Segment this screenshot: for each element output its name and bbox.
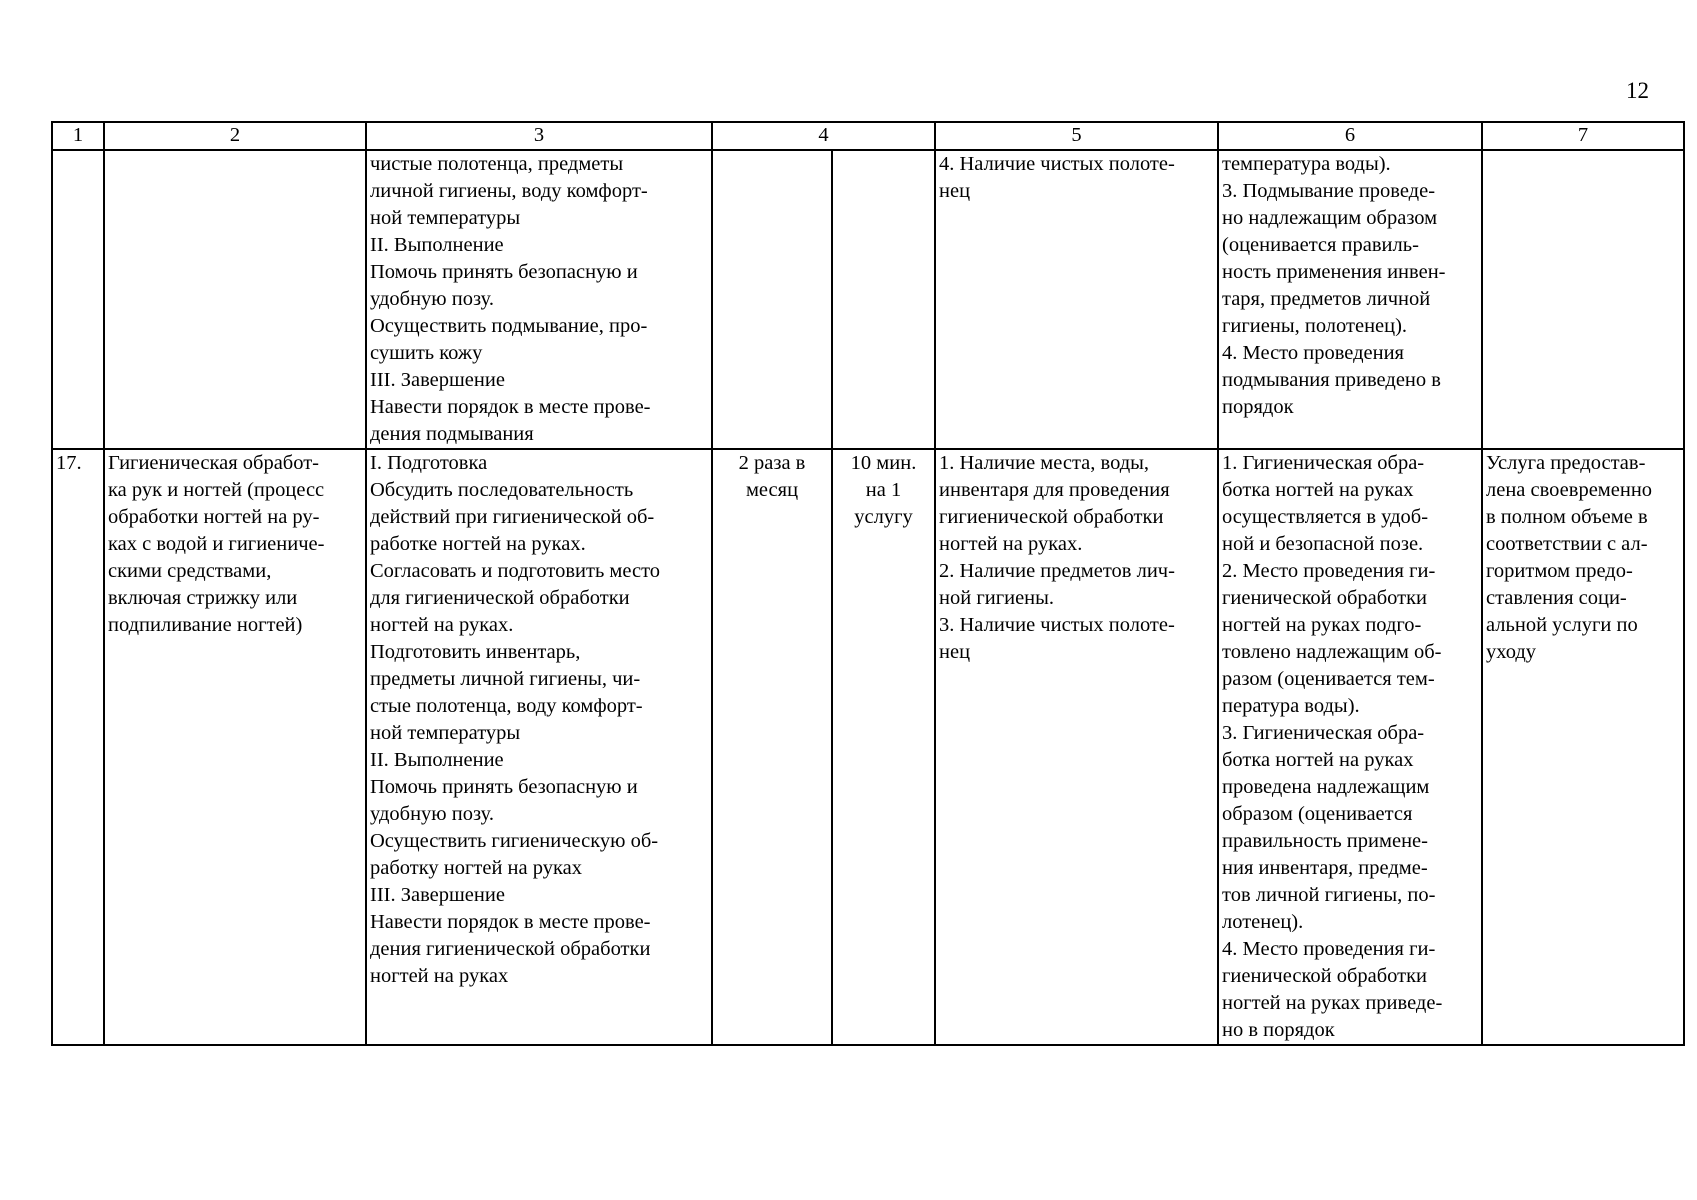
column-header: 3 [366,122,712,150]
column-header: 6 [1218,122,1482,150]
page-number: 12 [1626,78,1649,103]
service-conditions-cell: 1. Наличие места, воды, инвентаря для проведения гигиенической обработки ногтей на руках. 2. Наличие предметов лич- ной гигиены. 3. Наличие чистых полоте- нец [935,449,1218,1045]
service-time-cell [832,150,935,449]
row-number-cell: 17. [52,449,104,1045]
service-name-cell: Гигиеническая обработ- ка рук и ногтей (процесс обработки ногтей на ру- ках с водой и гигиениче- скими средствами, включая стрижку или подпиливание ногтей) [104,449,366,1045]
row-number-cell [52,150,104,449]
service-time-cell: 10 мин. на 1 услугу [832,449,935,1045]
table-header-row [52,122,1684,150]
column-header: 4 [712,122,935,150]
quality-criteria-cell: температура воды). 3. Подмывание проведе- но надлежащим образом (оценивается правиль- ность применения инвен- таря, предметов личной гигиены, полотенец). 4. Место проведения подмывания приведено в порядок [1218,150,1482,449]
service-standards-table [51,121,1685,1046]
service-conditions-cell: 4. Наличие чистых полоте- нец [935,150,1218,449]
service-result-cell [1482,150,1684,449]
service-result-cell: Услуга предостав- лена своевременно в полном объеме в соответствии с ал- горитмом предо- ставления соци- альной услуги по уходу [1482,449,1684,1045]
quality-criteria-cell: 1. Гигиеническая обра- ботка ногтей на руках осуществляется в удоб- ной и безопасной позе. 2. Место проведения ги- гиенической обработки ногтей на руках подго- товлено надлежащим об- разом (оценивается тем- пература воды). 3. Гигиеническая обра- ботка ногтей на руках проведена надлежащим образом (оценивается правильность примене- ния инвентаря, предме- тов личной гигиены, по- лотенец). 4. Место проведения ги- гиенической обработки ногтей на руках приведе- но в порядок [1218,449,1482,1045]
service-name-cell [104,150,366,449]
service-actions-cell: I. Подготовка Обсудить последовательность действий при гигиенической об- работке ногтей на руках. Согласовать и подготовить место для гигиенической обработки ногтей на руках. Подготовить инвентарь, предметы личной гигиены, чи- стые полотенца, воду комфорт- ной температуры II. Выполнение Помочь принять безопасную и удобную позу. Осуществить гигиеническую об- работку ногтей на руках III. Завершение Навести порядок в месте прове- дения гигиенической обработки ногтей на руках [366,449,712,1045]
column-header: 7 [1482,122,1684,150]
service-period-cell: 2 раза в месяц [712,449,832,1045]
service-period-cell [712,150,832,449]
table-row [52,150,1684,449]
column-header: 2 [104,122,366,150]
service-actions-cell: чистые полотенца, предметы личной гигиены, воду комфорт- ной температуры II. Выполнение Помочь принять безопасную и удобную позу. Осуществить подмывание, про- сушить кожу III. Завершение Навести порядок в месте прове- дения подмывания [366,150,712,449]
column-header: 1 [52,122,104,150]
table-row [52,449,1684,1045]
column-header: 5 [935,122,1218,150]
